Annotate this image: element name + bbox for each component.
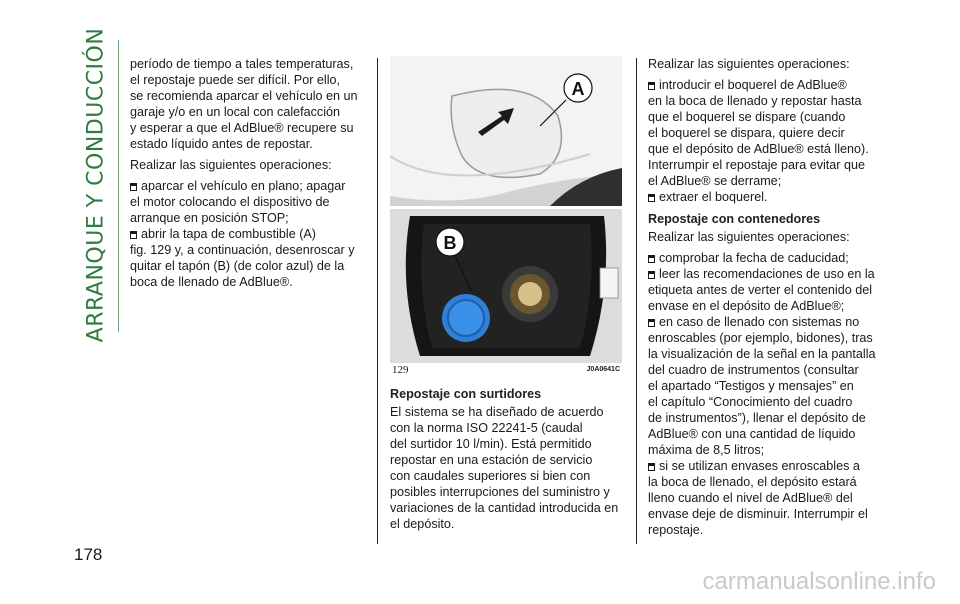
operations-list bbox=[648, 77, 888, 205]
list-item bbox=[648, 77, 888, 189]
operations-label: Realizar las siguientes operaciones: bbox=[648, 57, 850, 71]
chapter-side-title bbox=[76, 27, 116, 343]
bullet-icon bbox=[648, 271, 655, 279]
text-line: que el depósito de AdBlue® está lleno). bbox=[648, 142, 869, 156]
figure-caption bbox=[392, 364, 620, 378]
text-line: El sistema se ha diseñado de acuerdo bbox=[390, 405, 604, 419]
text-line: del cuadro de instrumentos (consultar bbox=[648, 363, 859, 377]
text-line: el AdBlue® se derrame; bbox=[648, 174, 782, 188]
bullet-icon bbox=[130, 183, 137, 191]
list-item bbox=[130, 226, 370, 290]
section-heading-contenedores: Repostaje con contenedores bbox=[648, 212, 821, 226]
text-line: en caso de llenado con sistemas no bbox=[659, 315, 860, 329]
chapter-title-text: ARRANQUE Y CONDUCCIÓN bbox=[83, 27, 109, 343]
text-line: repostaje. bbox=[648, 523, 704, 537]
text-line: el depósito. bbox=[390, 517, 455, 531]
section-heading-surtidores: Repostaje con surtidores bbox=[390, 387, 542, 401]
text-line: el capítulo “Conocimiento del cuadro bbox=[648, 395, 853, 409]
figure-129 bbox=[390, 56, 622, 363]
text-line: y esperar a que el AdBlue® recupere su bbox=[130, 121, 354, 135]
fuel-door-illustration bbox=[390, 56, 622, 363]
text-line: se recomienda aparcar el vehículo en un bbox=[130, 89, 358, 103]
figure-number: 129 bbox=[392, 364, 409, 376]
bullet-icon bbox=[648, 319, 655, 327]
text-line: aparcar el vehículo en plano; apagar bbox=[141, 179, 346, 193]
surtidores-paragraph bbox=[390, 404, 630, 532]
list-item bbox=[648, 314, 888, 458]
text-line: si se utilizan envases enroscables a bbox=[659, 459, 860, 473]
text-line: AdBlue® con una cantidad de líquido bbox=[648, 427, 856, 441]
list-item bbox=[130, 178, 370, 226]
text-line: comprobar la fecha de caducidad; bbox=[659, 251, 849, 265]
operations-label-2: Realizar las siguientes operaciones: bbox=[648, 230, 850, 244]
bullet-icon bbox=[648, 463, 655, 471]
text-line: el boquerel se dispara, quiere decir bbox=[648, 126, 845, 140]
bullet-icon bbox=[648, 194, 655, 202]
list-item bbox=[648, 266, 888, 314]
callout-b-label: B bbox=[443, 233, 457, 253]
text-line: envase en el depósito de AdBlue®; bbox=[648, 299, 845, 313]
text-line: la visualización de la señal en la pantalla bbox=[648, 347, 876, 361]
operations-list-2 bbox=[648, 250, 888, 538]
text-line: con la norma ISO 22241-5 (caudal bbox=[390, 421, 583, 435]
text-line: introducir el boquerel de AdBlue® bbox=[659, 78, 847, 92]
list-item bbox=[648, 458, 888, 538]
text-line: Interrumpir el repostaje para evitar que bbox=[648, 158, 866, 172]
bullet-icon bbox=[130, 231, 137, 239]
text-line: repostar en una estación de servicio bbox=[390, 453, 593, 467]
text-line: abrir la tapa de combustible (A) bbox=[141, 227, 316, 241]
text-line: posibles interrupciones del suministro y bbox=[390, 485, 610, 499]
text-line: leer las recomendaciones de uso en la bbox=[659, 267, 875, 281]
info-label-sticker bbox=[600, 268, 618, 298]
text-line: que el boquerel se dispare (cuando bbox=[648, 110, 846, 124]
list-item bbox=[648, 250, 888, 266]
column-divider-left bbox=[377, 58, 378, 544]
text-line: envase deje de disminuir. Interrumpir el bbox=[648, 507, 868, 521]
figure-code: J0A0641C bbox=[586, 366, 620, 373]
column-divider-right bbox=[636, 58, 637, 544]
text-line: etiqueta antes de verter el contenido del bbox=[648, 283, 873, 297]
text-line: lleno cuando el nivel de AdBlue® del bbox=[648, 491, 853, 505]
column-3 bbox=[648, 56, 888, 544]
page-number: 178 bbox=[74, 545, 103, 564]
text-line: el apartado “Testigos y mensajes” en bbox=[648, 379, 854, 393]
text-line: el repostaje puede ser difícil. Por ello, bbox=[130, 73, 341, 87]
bullet-icon bbox=[648, 82, 655, 90]
text-line: la boca de llenado, el depósito estará bbox=[648, 475, 857, 489]
watermark: carmanualsonline.info bbox=[702, 568, 936, 595]
text-line: de instrumentos”), llenar el depósito de bbox=[648, 411, 866, 425]
text-line: arranque en posición STOP; bbox=[130, 211, 289, 225]
operations-label: Realizar las siguientes operaciones: bbox=[130, 158, 332, 172]
text-line: máxima de 8,5 litros; bbox=[648, 443, 765, 457]
callout-a-label: A bbox=[571, 79, 585, 99]
bullet-icon bbox=[648, 255, 655, 263]
text-line: quitar el tapón (B) (de color azul) de la bbox=[130, 259, 345, 273]
text-line: fig. 129 y, a continuación, desenroscar y bbox=[130, 243, 355, 257]
fuel-door-outline bbox=[451, 89, 561, 177]
chapter-rule bbox=[118, 40, 119, 332]
intro-paragraph bbox=[130, 56, 370, 152]
text-line: en la boca de llenado y repostar hasta bbox=[648, 94, 862, 108]
text-line: el motor colocando el dispositivo de bbox=[130, 195, 330, 209]
text-line: estado líquido antes de repostar. bbox=[130, 137, 313, 151]
operations-list bbox=[130, 178, 370, 290]
text-line: período de tiempo a tales temperaturas, bbox=[130, 57, 354, 71]
text-line: enroscables (por ejemplo, bidones), tras bbox=[648, 331, 873, 345]
list-item bbox=[648, 189, 888, 205]
text-line: con caudales superiores si bien con bbox=[390, 469, 591, 483]
text-line: boca de llenado de AdBlue®. bbox=[130, 275, 293, 289]
text-line: del surtidor 10 l/min). Está permitido bbox=[390, 437, 592, 451]
text-line: garaje y/o en un local con calefacción bbox=[130, 105, 341, 119]
column-2-text bbox=[390, 380, 630, 537]
column-1 bbox=[130, 56, 370, 296]
text-line: extraer el boquerel. bbox=[659, 190, 768, 204]
text-line: variaciones de la cantidad introducida en bbox=[390, 501, 619, 515]
